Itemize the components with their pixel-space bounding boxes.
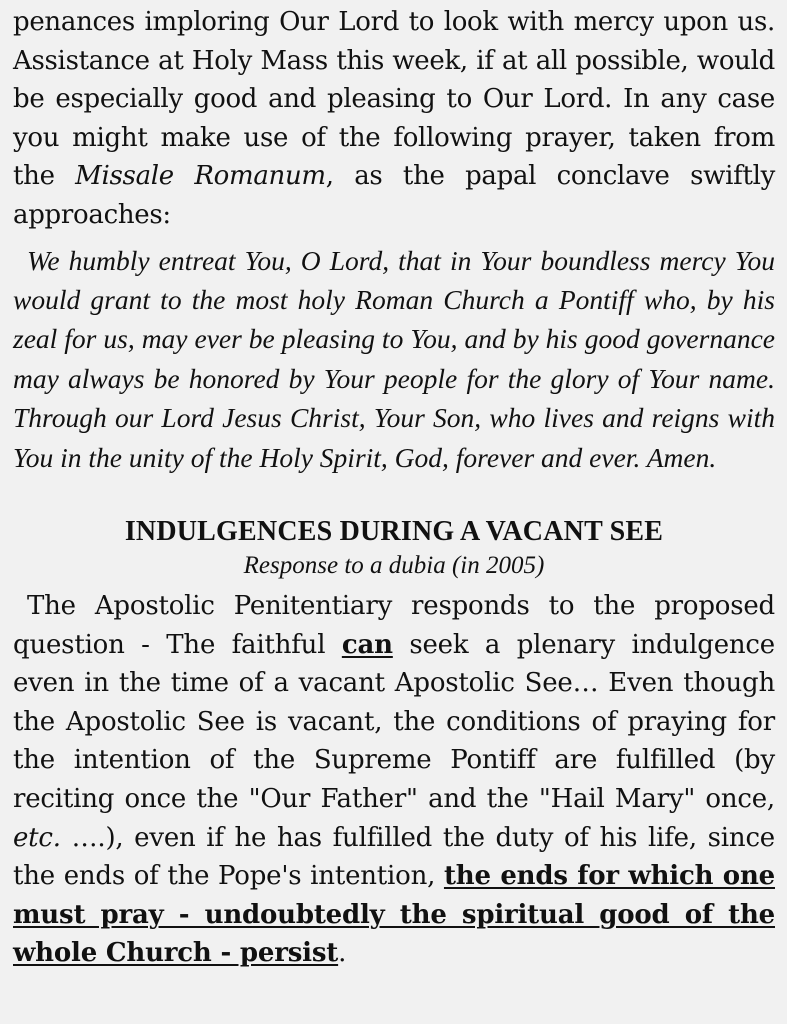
indulgence-text-c: ….), even if he has fulfilled the duty of his life, since the ends of the Pope's intention, <box>13 822 775 892</box>
etc-abbrev: etc. <box>13 822 61 853</box>
conclave-prayer: We humbly entreat You, O Lord, that in Your boundless mercy You would grant to the most holy Roman Church a Pontiff who, by his zeal for us, may ever be pleasing to You, and by his good governance may always be honored by Your people for the glory of Your name. Through our Lord Jesus Christ, Your Son, who lives and reigns with You in the unity of the Holy Spirit, God, forever and ever. Amen. <box>13 244 775 473</box>
indulgence-text-b: seek a plenary indulgence even in the time of a vacant Apostolic See… Even though the Apostolic See is vacant, the conditions of praying for the intention of the Supreme Pontiff are fulfilled (by reciting once the "Our Father" and the "Hail Mary" once, <box>13 629 775 814</box>
indulgence-paragraph <box>13 587 775 973</box>
emphasis-can: can <box>341 629 393 660</box>
intro-text-b: , as the papal conclave swiftly approaches: <box>13 161 775 230</box>
intro-paragraph <box>13 0 775 235</box>
section-heading: INDULGENCES DURING A VACANT SEE <box>124 516 664 547</box>
missale-romanum-title: Missale Romanum <box>75 161 326 192</box>
section-subheading: Response to a dubia (in 2005) <box>243 552 545 579</box>
intro-text-a: penances imploring Our Lord to look with mercy upon us. Assistance at Holy Mass this week, if at all possible, would be especially good and pleasing to Our Lord. In any case you might make use of the following prayer, taken from the <box>13 7 775 192</box>
indulgence-text-end: . <box>338 938 347 969</box>
indulgence-text-a: The Apostolic Penitentiary responds to the proposed question - The faithful <box>13 591 775 660</box>
emphasis-ends-persist: the ends for which one must pray - undoubtedly the spiritual good of the whole Church - persist <box>13 861 775 969</box>
